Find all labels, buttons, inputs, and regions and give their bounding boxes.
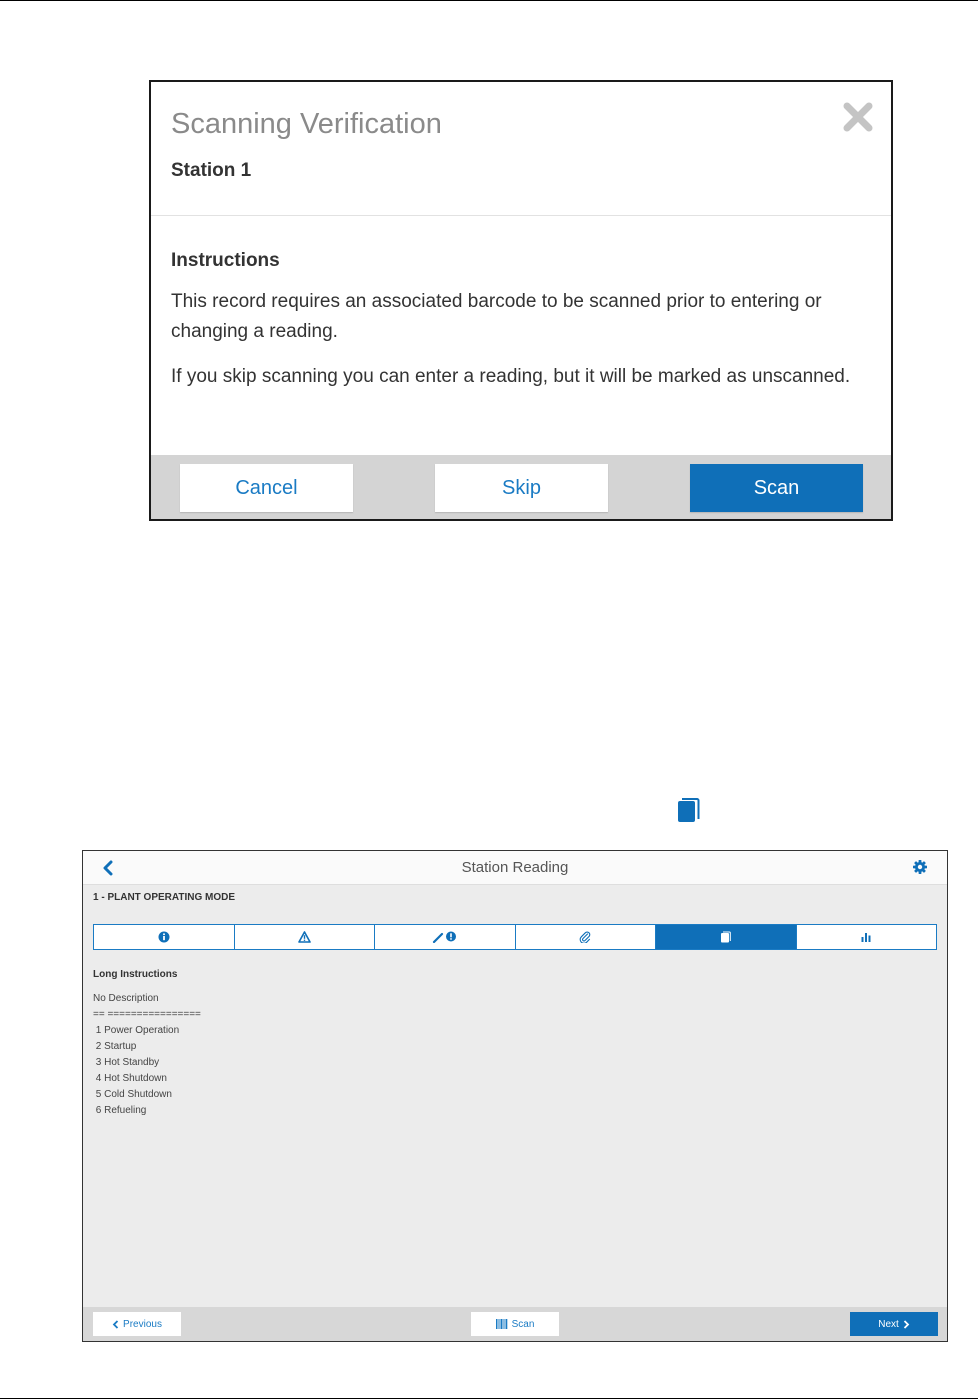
dialog-divider — [151, 215, 891, 216]
pencil-info-icon — [432, 931, 458, 943]
footer-scan-button[interactable] — [471, 1312, 559, 1336]
detail-tabs — [93, 924, 937, 950]
breadcrumb: 1 - PLANT OPERATING MODE — [93, 892, 236, 903]
station-header — [83, 851, 947, 885]
instructions-paragraph-2: If you skip scanning you can enter a reading, but it will be marked as unscanned. — [171, 366, 851, 387]
gear-icon[interactable] — [912, 859, 928, 875]
skip-button[interactable]: Skip — [435, 464, 608, 512]
tab-warning[interactable] — [235, 925, 376, 949]
tab-notes[interactable] — [375, 925, 516, 949]
separator-text: == ================ — [93, 1009, 201, 1020]
tab-chart[interactable] — [797, 925, 937, 949]
barcode-icon — [496, 1319, 508, 1329]
book-icon — [676, 797, 700, 823]
tab-info[interactable] — [94, 925, 235, 949]
close-icon[interactable] — [841, 100, 875, 134]
previous-label: Previous — [123, 1318, 162, 1330]
station-title: Station Reading — [461, 859, 569, 876]
dialog-subtitle: Station 1 — [171, 160, 252, 181]
chevron-right-icon — [903, 1320, 910, 1329]
next-label: Next — [878, 1318, 899, 1330]
list-item: 5 Cold Shutdown — [93, 1089, 172, 1100]
list-item: 1 Power Operation — [93, 1025, 180, 1036]
paperclip-icon — [579, 931, 591, 943]
bar-chart-icon — [860, 931, 872, 943]
cancel-button[interactable]: Cancel — [180, 464, 353, 512]
page-top-rule — [0, 0, 978, 1]
chevron-left-icon — [112, 1320, 119, 1329]
station-reading-screen — [82, 850, 948, 1342]
instructions-heading: Instructions — [171, 250, 280, 271]
list-item: 2 Startup — [93, 1041, 137, 1052]
long-instructions-panel — [93, 969, 201, 1119]
scan-button[interactable]: Scan — [690, 464, 863, 512]
dialog-title: Scanning Verification — [171, 108, 442, 140]
warning-icon — [298, 931, 311, 943]
description-text: No Description — [93, 993, 159, 1004]
instructions-paragraph-1: This record requires an associated barcode to be scanned prior to entering or changing a reading. — [171, 291, 822, 342]
list-item: 6 Refueling — [93, 1105, 147, 1116]
scanning-verification-dialog — [149, 80, 893, 521]
next-button[interactable] — [850, 1312, 938, 1336]
info-icon — [158, 931, 170, 943]
dialog-footer — [151, 455, 891, 519]
tab-long-instructions[interactable] — [656, 925, 797, 949]
tab-attachments[interactable] — [516, 925, 657, 949]
list-item: 3 Hot Standby — [93, 1057, 160, 1068]
book-icon — [720, 931, 731, 943]
page-bottom-rule — [0, 1398, 978, 1399]
long-instructions-heading: Long Instructions — [93, 969, 178, 980]
scan-label: Scan — [511, 1318, 535, 1330]
list-item: 4 Hot Shutdown — [93, 1073, 167, 1084]
previous-button[interactable] — [93, 1312, 181, 1336]
station-footer — [83, 1307, 947, 1341]
